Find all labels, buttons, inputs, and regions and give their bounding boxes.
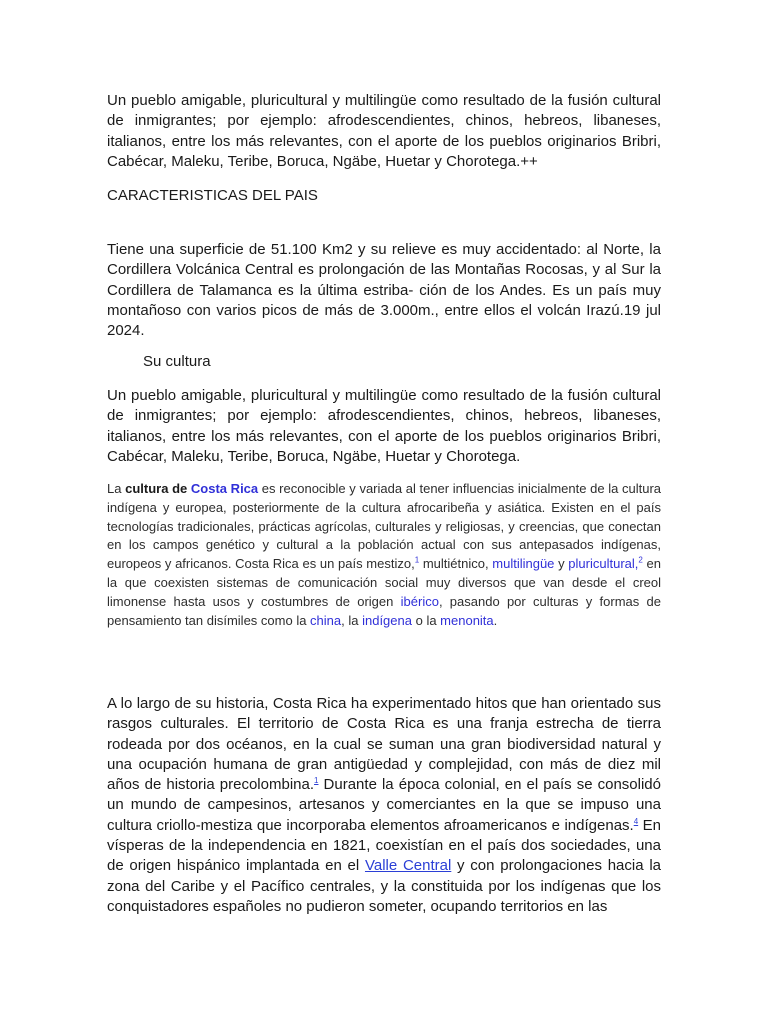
link-costa-rica[interactable]: Costa Rica bbox=[190, 481, 259, 496]
historia-text: A lo largo de su historia, Costa Rica ha experimentado hitos que han orientado sus rasgos culturales. El territorio de Costa Rica es una franja estrecha de tierra rodeada por dos océanos, en la cual se suman una gran biodiversidad natural y una ocupación humana de gran antigüedad y complejidad, con más de diez mil años de historia precolombina. bbox=[107, 695, 661, 794]
footnote-ref[interactable]: 1 bbox=[414, 555, 420, 565]
wiki-text: , pasando por culturas y formas de pensamiento tan disímiles como la bbox=[107, 593, 661, 628]
historia-text: Durante la época colonial, en el país se consolidó un mundo de campesinos, artesanos y comerciantes en la que se impuso una cultura criollo-mestiza que incorporaba elementos afroamericanos e indígenas. bbox=[107, 776, 661, 834]
wiki-text: en la que coexisten sistemas de comunicación social muy diversos que van desde el creol limonense hasta usos y costumbres de origen bbox=[107, 556, 661, 609]
footnote-ref[interactable]: 1 bbox=[314, 776, 319, 786]
historia-text: En vísperas de la independencia en 1821, coexistían en el país dos sociedades, una de origen hispánico implantada en el bbox=[107, 816, 661, 875]
wiki-text: multiétnico, bbox=[419, 556, 493, 572]
paragraph-cultura: Un pueblo amigable, pluricultural y multilingüe como resultado de la fusión cultural de inmigrantes; por ejemplo: afrodescendientes, chinos, hebreos, libaneses, italianos, entre los más relevantes, con el aporte de los pueblos originarios Bribri, Cabécar, Maleku, Teribe, Boruca, Ngäbe, Huetar y Chorotega. bbox=[107, 387, 661, 465]
wiki-text: , la bbox=[341, 612, 363, 628]
link-menonita[interactable]: menonita bbox=[440, 612, 494, 628]
wiki-text: . bbox=[493, 612, 498, 628]
paragraph-intro: Un pueblo amigable, pluricultural y multilingüe como resultado de la fusión cultural de inmigrantes; por ejemplo: afrodescendientes, chinos, hebreos, libaneses, italianos, entre los más relevantes, con el aporte de los pueblos originarios Bribri, Cabécar, Maleku, Teribe, Boruca, Ngäbe, Huetar y Chorotega.++ bbox=[107, 92, 661, 170]
historia-text: y con prolongaciones hacia la zona del Caribe y el Pacífico centrales, y la constituida por los indígenas que los conquistadores españoles no pudieron someter, ocupando territorios en las bbox=[107, 857, 661, 915]
wiki-excerpt bbox=[107, 480, 661, 630]
link-iberico[interactable]: ibérico bbox=[400, 593, 439, 609]
wiki-text: es reconocible y variada al tener influencias inicialmente de la cultura indígena y europea, posteriormente de la cultura afrocaribeña y asiática. Existen en el país tecnologías tradicionales, prácticas agrícolas, culturales y religiosas, y creencias, que conectan en los campos genético y cultural a la población actual con sus antepasados indígenas, europeos y africanos. Costa Rica es un país mestizo, bbox=[107, 481, 661, 572]
link-china[interactable]: china bbox=[310, 612, 342, 628]
link-valle-central[interactable]: Valle Central bbox=[364, 857, 452, 875]
link-indigena[interactable]: indígena bbox=[362, 612, 412, 628]
paragraph-historia bbox=[107, 694, 661, 917]
heading-caracteristicas: CARACTERISTICAS DEL PAIS bbox=[107, 187, 318, 204]
wiki-text: La bbox=[107, 481, 126, 496]
wiki-text: y bbox=[554, 556, 569, 572]
heading-su-cultura: Su cultura bbox=[143, 353, 211, 370]
footnote-ref[interactable]: 2 bbox=[638, 555, 643, 565]
link-pluricultural[interactable]: pluricultural, bbox=[568, 556, 639, 572]
wiki-bold-text: cultura de bbox=[125, 481, 191, 496]
link-multilingue[interactable]: multilingüe bbox=[492, 556, 555, 572]
footnote-ref[interactable]: 4 bbox=[633, 816, 639, 826]
paragraph-caracteristicas: Tiene una superficie de 51.100 Km2 y su relieve es muy accidentado: al Norte, la Cordillera Volcánica Central es prolongación de las Montañas Rocosas, y al Sur la Cordillera de Talamanca es la última estriba- ción de los Andes. Es un país muy montañoso con varios picos de más de 3.000m., entre ellos el volcán Irazú.19 jul 2024. bbox=[107, 241, 661, 340]
wiki-text: o la bbox=[411, 612, 441, 628]
